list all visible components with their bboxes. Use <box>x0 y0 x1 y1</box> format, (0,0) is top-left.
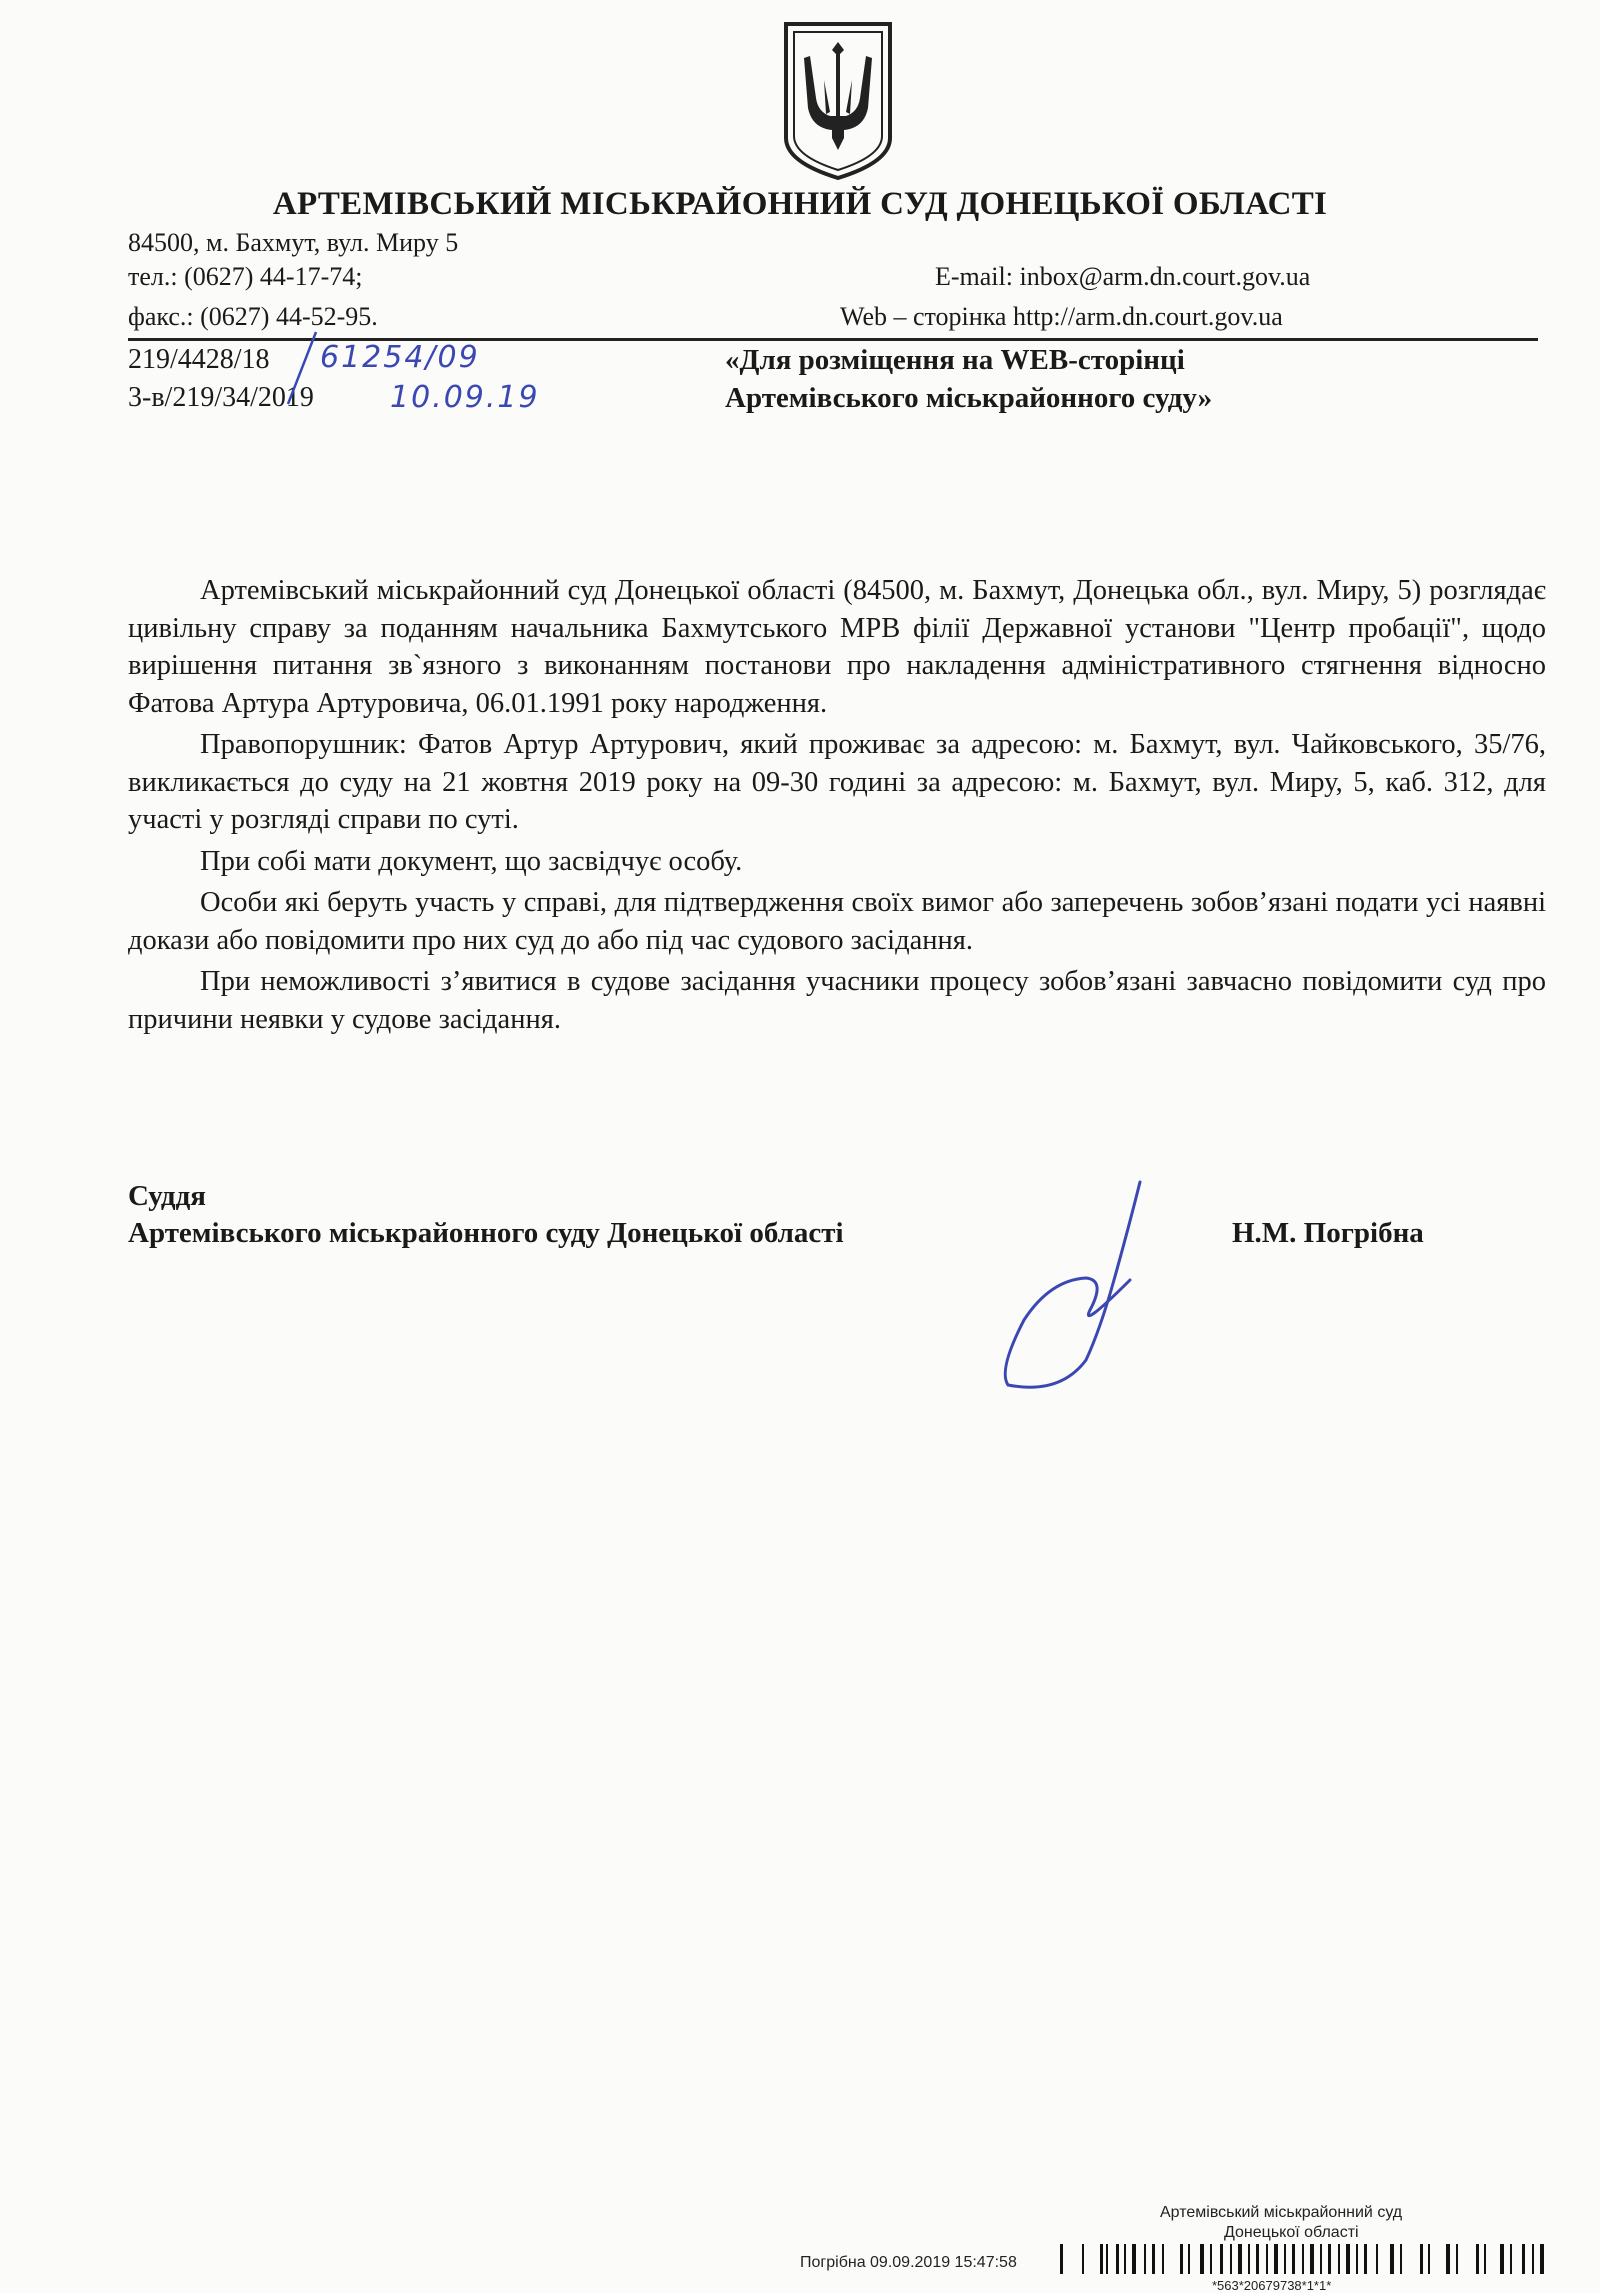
handwritten-signature-icon <box>990 1170 1170 1400</box>
court-fax: факс.: (0627) 44-52-95. <box>128 302 378 331</box>
body-paragraph: При собі мати документ, що засвідчує особу. <box>200 845 743 877</box>
case-number: 219/4428/18 <box>128 344 270 375</box>
court-email: E-mail: inbox@arm.dn.court.gov.ua <box>935 262 1311 291</box>
court-phone: тел.: (0627) 44-17-74; <box>128 262 363 291</box>
body-paragraph: При неможливості з’явитися в судове засідання учасники процесу зобов’язані завчасно повідомити суд про причини неявки у судове засідання. <box>128 966 1546 1035</box>
web-notice-line1: «Для розміщення на WEB-сторінці <box>725 344 1185 376</box>
signature-court: Артемівського міськрайонного суду Донецької області <box>128 1217 844 1249</box>
body-paragraph: Особи які беруть участь у справі, для підтвердження своїх вимог або заперечень зобов’язані подати усі наявні докази або повідомити про них суд до або під час судового засідання. <box>128 887 1546 956</box>
court-website: Web – сторінка http://arm.dn.court.gov.ua <box>840 302 1283 331</box>
barcode-number: *563*20679738*1*1* <box>1212 2278 1332 2293</box>
proceeding-number: 3-в/219/34/2019 <box>128 382 314 413</box>
court-name: АРТЕМІВСЬКИЙ МІСЬКРАЙОННИЙ СУД ДОНЕЦЬКОЇ ОБЛАСТІ <box>272 186 1328 222</box>
signature-title: Суддя <box>128 1180 206 1212</box>
handwritten-slash-icon <box>282 328 322 408</box>
barcode-icon <box>1060 2242 1546 2280</box>
body-paragraph: Артемівський міськрайонний суд Донецької області (84500, м. Бахмут, Донецька обл., вул. Миру, 5) розглядає цивільну справу за поданням начальника Бахмутського МРВ філії Державної установи "Центр пробації", щодо вирішення питання зв`язного з виконанням постанови про накладення адміністративного стягнення відносно Фатова Артура Артуровича, 06.01.1991 року народження. <box>128 575 1546 719</box>
stamp-court-line2: Донецької області <box>1224 2224 1359 2241</box>
court-address: 84500, м. Бахмут, вул. Миру 5 <box>128 228 459 257</box>
signed-timestamp: Погрібна 09.09.2019 15:47:58 <box>800 2254 1017 2271</box>
handwritten-registration-number: 61254/09 <box>320 340 480 375</box>
body-paragraph: Правопорушник: Фатов Артур Артурович, який проживає за адресою: м. Бахмут, вул. Чайковського, 35/76, викликається до суду на 21 жовтня 2019 року на 09-30 годині за адресою: м. Бахмут, вул. Миру, 5, каб. 312, для участі у розгляді справи по суті. <box>128 729 1546 835</box>
document-body <box>128 572 1546 1042</box>
judge-name: Н.М. Погрібна <box>1232 1217 1424 1249</box>
handwritten-date: 10.09.19 <box>390 380 540 415</box>
trident-coat-of-arms-icon <box>780 20 896 180</box>
stamp-court-line1: Артемівський міськрайонний суд <box>1160 2204 1403 2221</box>
web-notice-line2: Артемівського міськрайонного суду» <box>725 382 1213 414</box>
